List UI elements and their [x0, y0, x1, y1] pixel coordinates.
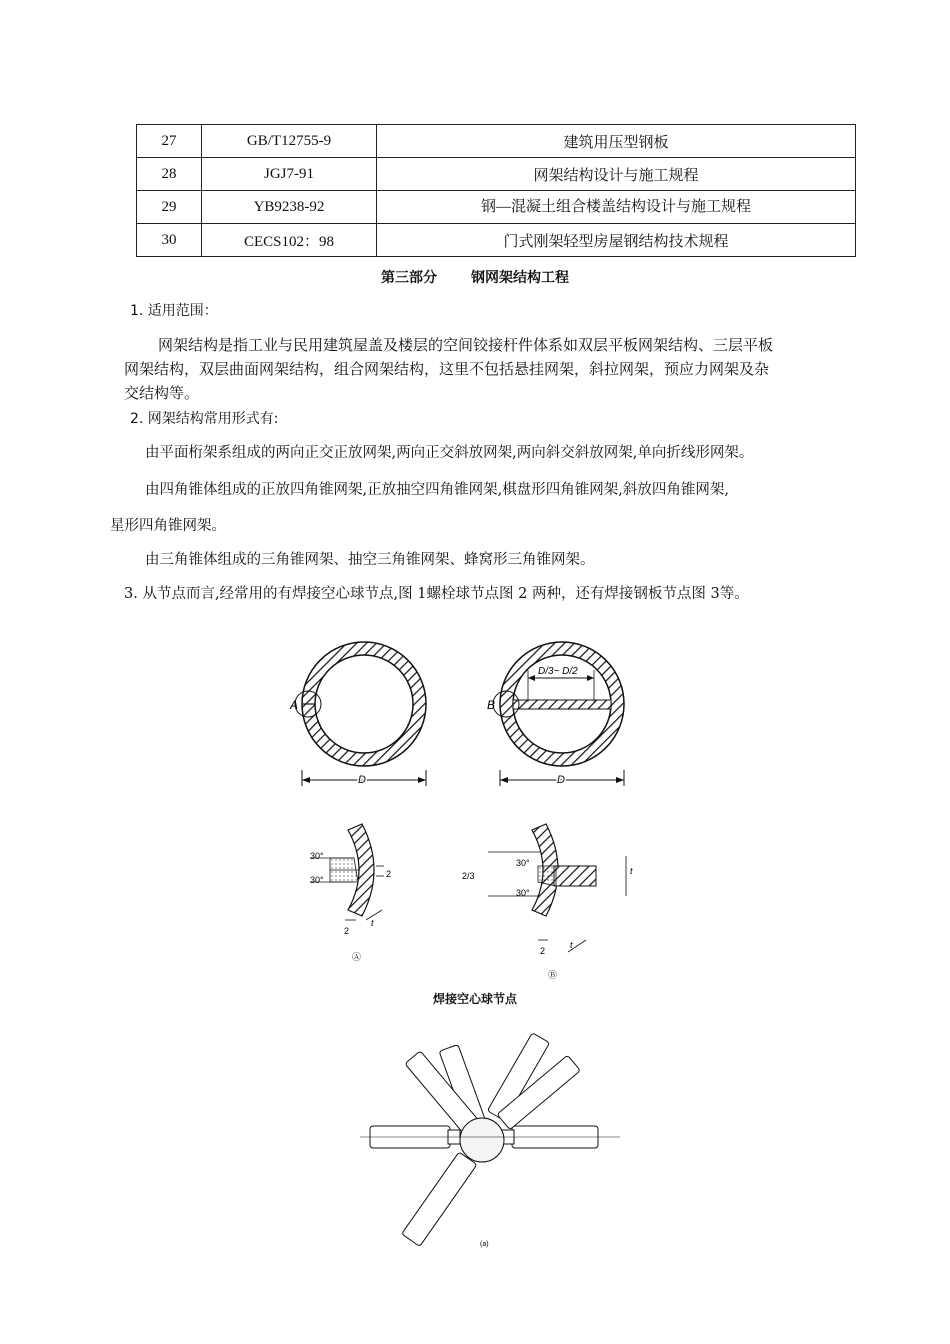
sphere-section-b: [487, 642, 624, 786]
diameter-label: D: [358, 774, 366, 786]
sphere-section-a: [289, 642, 426, 786]
thickness-label: t: [371, 918, 374, 928]
figure2-caption: (a): [480, 1241, 489, 1248]
bolt-ball-joint-figure: [360, 1030, 630, 1250]
standard-name: 建筑用压型钢板: [377, 125, 856, 158]
section1-heading: 1. 适用范围：: [130, 303, 218, 319]
detail-label-b: B: [487, 698, 496, 712]
rib-range-label: D/3~ D/2: [538, 666, 578, 677]
table-row: [137, 125, 856, 158]
paragraph-line: 星形四角锥网架。: [110, 518, 226, 534]
part-title: [0, 267, 950, 287]
weld-detail-a: [310, 824, 391, 962]
detail-label-a: A: [290, 698, 299, 712]
gap-label: 2: [344, 926, 350, 936]
section2-heading: 2. 网架结构常用形式有:: [130, 411, 279, 427]
row-number: 27: [137, 125, 202, 158]
paragraph-line: 网架结构是指工业与民用建筑屋盖及楼层的空间铰接杆件体系如双层平板网架结构、三层平板: [158, 336, 774, 354]
paragraph-line: 由平面桁架系组成的两向正交正放网架,两向正交斜放网架,两向斜交斜放网架,单向折线形网架。: [145, 445, 754, 461]
part-heading: 钢网架结构工程: [471, 270, 569, 286]
paragraph-line: 网架结构，双层曲面网架结构，组合网架结构，这里不包括悬挂网架，斜拉网架，预应力网架及杂: [124, 360, 770, 378]
gap-label: 2: [540, 946, 546, 956]
paragraph-line: 交结构等。: [124, 384, 200, 402]
angle-label: 30°: [310, 875, 324, 885]
standard-name: 网架结构设计与施工规程: [377, 158, 856, 191]
detail-circle-a: Ⓐ: [352, 952, 362, 962]
member-tube: [402, 1152, 477, 1247]
part-number: 第三部分: [381, 270, 437, 286]
section3-text: 3. 从节点而言,经常用的有焊接空心球节点,图 1螺栓球节点图 2 两种，还有焊接钢板节点图 3等。: [124, 586, 749, 602]
standards-table: [136, 124, 856, 257]
depth-label: 2/3: [462, 871, 475, 881]
welded-sphere-joint-figure: [270, 630, 680, 990]
figure1-caption: 焊接空心球节点: [432, 992, 517, 1006]
table-row: [137, 191, 856, 224]
diameter-label: D: [557, 774, 565, 786]
standard-code: CECS102：98: [202, 224, 377, 257]
standard-code: JGJ7-91: [202, 158, 377, 191]
paragraph-line: 由三角锥体组成的三角锥网架、抽空三角锥网架、蜂窝形三角锥网架。: [145, 552, 595, 568]
detail-circle-b: Ⓑ: [548, 970, 558, 980]
row-number: 28: [137, 158, 202, 191]
angle-label: 30°: [516, 888, 530, 898]
thickness-label: t: [630, 866, 633, 876]
angle-label: 30°: [310, 851, 324, 861]
row-number: 29: [137, 191, 202, 224]
angle-label: 30°: [516, 858, 530, 868]
standard-code: GB/T12755-9: [202, 125, 377, 158]
standard-name: 门式刚架轻型房屋钢结构技术规程: [377, 224, 856, 257]
gap-label: 2: [386, 869, 392, 879]
table-row: [137, 224, 856, 257]
weld-detail-b: [462, 824, 633, 980]
paragraph-line: 由四角锥体组成的正放四角锥网架,正放抽空四角锥网架,棋盘形四角锥网架,斜放四角锥网架,: [145, 482, 729, 498]
table-row: [137, 158, 856, 191]
standard-name: 钢—混凝土组合楼盖结构设计与施工规程: [377, 191, 856, 224]
standard-code: YB9238-92: [202, 191, 377, 224]
row-number: 30: [137, 224, 202, 257]
thickness-label: t: [570, 940, 573, 950]
